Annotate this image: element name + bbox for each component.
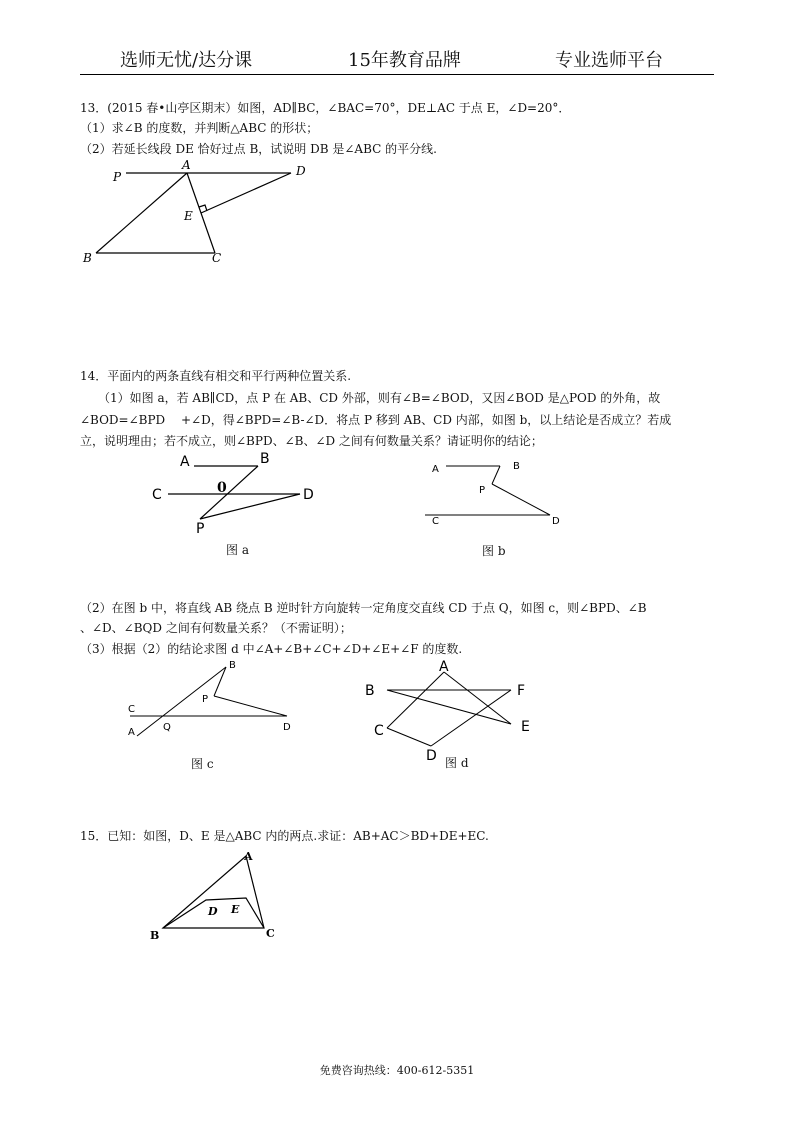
fig-c-labels [128, 660, 291, 738]
fig-b [425, 466, 550, 515]
fig-a [168, 466, 300, 519]
fig-b-labels [432, 461, 560, 527]
fig-d-label-F: F [517, 683, 526, 699]
fig-d-label-E: E [521, 719, 530, 735]
fig-d [387, 672, 511, 746]
fig-b-label-C: C [432, 516, 439, 527]
segment-DE [201, 173, 291, 213]
label-P: P [113, 170, 122, 184]
footer-hotline: 免费咨询热线：400-612-5351 [319, 1064, 475, 1077]
q13-line3: （2）若延长线段 DE 恰好过点 B，试说明 DB 是∠ABC 的平分线. [80, 142, 437, 156]
fig-c-label-P: P [202, 694, 209, 705]
label-B: B [83, 251, 92, 265]
q14-line5: （2）在图 b 中，将直线 AB 绕点 B 逆时针方向旋转一定角度交直线 CD 于点 Q，如图 c，则∠BPD、∠B [80, 601, 647, 615]
q14-line4: 立，说明理由；若不成立，则∠BPD、∠B、∠D 之间有何数量关系？请证明你的结论； [80, 434, 543, 448]
fig-c-label-B: B [229, 660, 236, 671]
fig-c-label-Q: Q [163, 722, 171, 733]
fig-b-segment-PD [492, 484, 550, 515]
fig-d-segment-FD [431, 690, 511, 746]
fig-a-caption: 图 a [226, 543, 249, 557]
fig-b-label-D: D [552, 516, 560, 527]
fig-b-caption: 图 b [482, 544, 506, 558]
fig-a-label-P: P [196, 521, 205, 537]
fig-b-segment-BP [492, 466, 500, 484]
q15-label-A: A [244, 850, 253, 863]
q13-line1: 13．(2015 春•山亭区期末）如图，AD∥BC，∠BAC=70°，DE⊥AC 于点 E，∠D=20°． [80, 101, 571, 115]
fig-d-label-A: A [439, 659, 449, 675]
fig-a-segment-BP [200, 466, 258, 519]
fig-c-line-AB [137, 667, 226, 736]
fig-d-segment-AE [444, 672, 511, 724]
fig-d-segment-BE [387, 690, 511, 724]
label-C: C [212, 251, 222, 265]
fig-a-label-A: A [180, 454, 190, 470]
fig-a-segment-PD [200, 494, 300, 519]
fig-d-segment-AC [387, 672, 444, 728]
q14-line1: 14．平面内的两条直线有相交和平行两种位置关系. [80, 369, 352, 383]
q13-figure-labels [82, 158, 306, 265]
fig-d-caption: 图 d [445, 756, 469, 770]
fig-a-label-C: C [152, 487, 162, 503]
fig-c-label-A: A [128, 727, 135, 738]
fig-d-segment-CD [387, 728, 431, 746]
fig-d-label-D: D [426, 748, 437, 764]
fig-d-labels [365, 659, 530, 764]
header-left-text: 选师无忧/达分课 [120, 50, 253, 71]
q13-figure [96, 173, 291, 253]
header-right-text: 专业选师平台 [555, 50, 663, 71]
segment-AB [96, 173, 187, 253]
q15-label-E: E [231, 903, 240, 916]
fig-c [130, 667, 287, 736]
fig-a-label-B: B [260, 451, 270, 467]
fig-b-label-A: A [432, 464, 439, 475]
q15-line1: 15．已知：如图，D、E 是△ABC 内的两点.求证：AB+AC＞BD+DE+EC. [80, 829, 489, 843]
label-E: E [184, 209, 193, 223]
q14-line7: （3）根据（2）的结论求图 d 中∠A+∠B+∠C+∠D+∠E+∠F 的度数. [80, 642, 463, 656]
fig-d-label-B: B [365, 683, 375, 699]
fig-c-segment-PD [214, 696, 287, 716]
fig-c-label-C: C [128, 704, 135, 715]
header-center-text: 15年教育品牌 [348, 50, 461, 71]
q14-line6: 、∠D、∠BQD 之间有何数量关系？（不需证明）； [80, 621, 352, 635]
fig-a-label-O: 0 [217, 480, 227, 496]
label-D: D [296, 164, 306, 178]
fig-b-label-B: B [513, 461, 520, 472]
fig-d-label-C: C [374, 723, 384, 739]
q14-line3: ∠BOD=∠BPD +∠D，得∠BPD=∠B-∠D．将点 P 移到 AB、CD 内部，如图 b，以上结论是否成立？若成 [80, 413, 672, 427]
q15-label-C: C [266, 927, 275, 940]
q13-line2: （1）求∠B 的度数，并判断△ABC 的形状； [80, 121, 319, 135]
label-A: A [182, 158, 191, 172]
q14-line2: （1）如图 a，若 AB∥CD，点 P 在 AB、CD 外部，则有∠B=∠BOD，又因∠BOD 是△POD 的外角，故 [98, 391, 661, 405]
q15-label-B: B [150, 929, 160, 942]
fig-c-caption: 图 c [191, 757, 214, 771]
fig-c-label-D: D [283, 722, 291, 733]
fig-a-label-D: D [303, 487, 314, 503]
fig-b-label-P: P [479, 485, 486, 496]
q15-label-D: D [208, 905, 218, 918]
